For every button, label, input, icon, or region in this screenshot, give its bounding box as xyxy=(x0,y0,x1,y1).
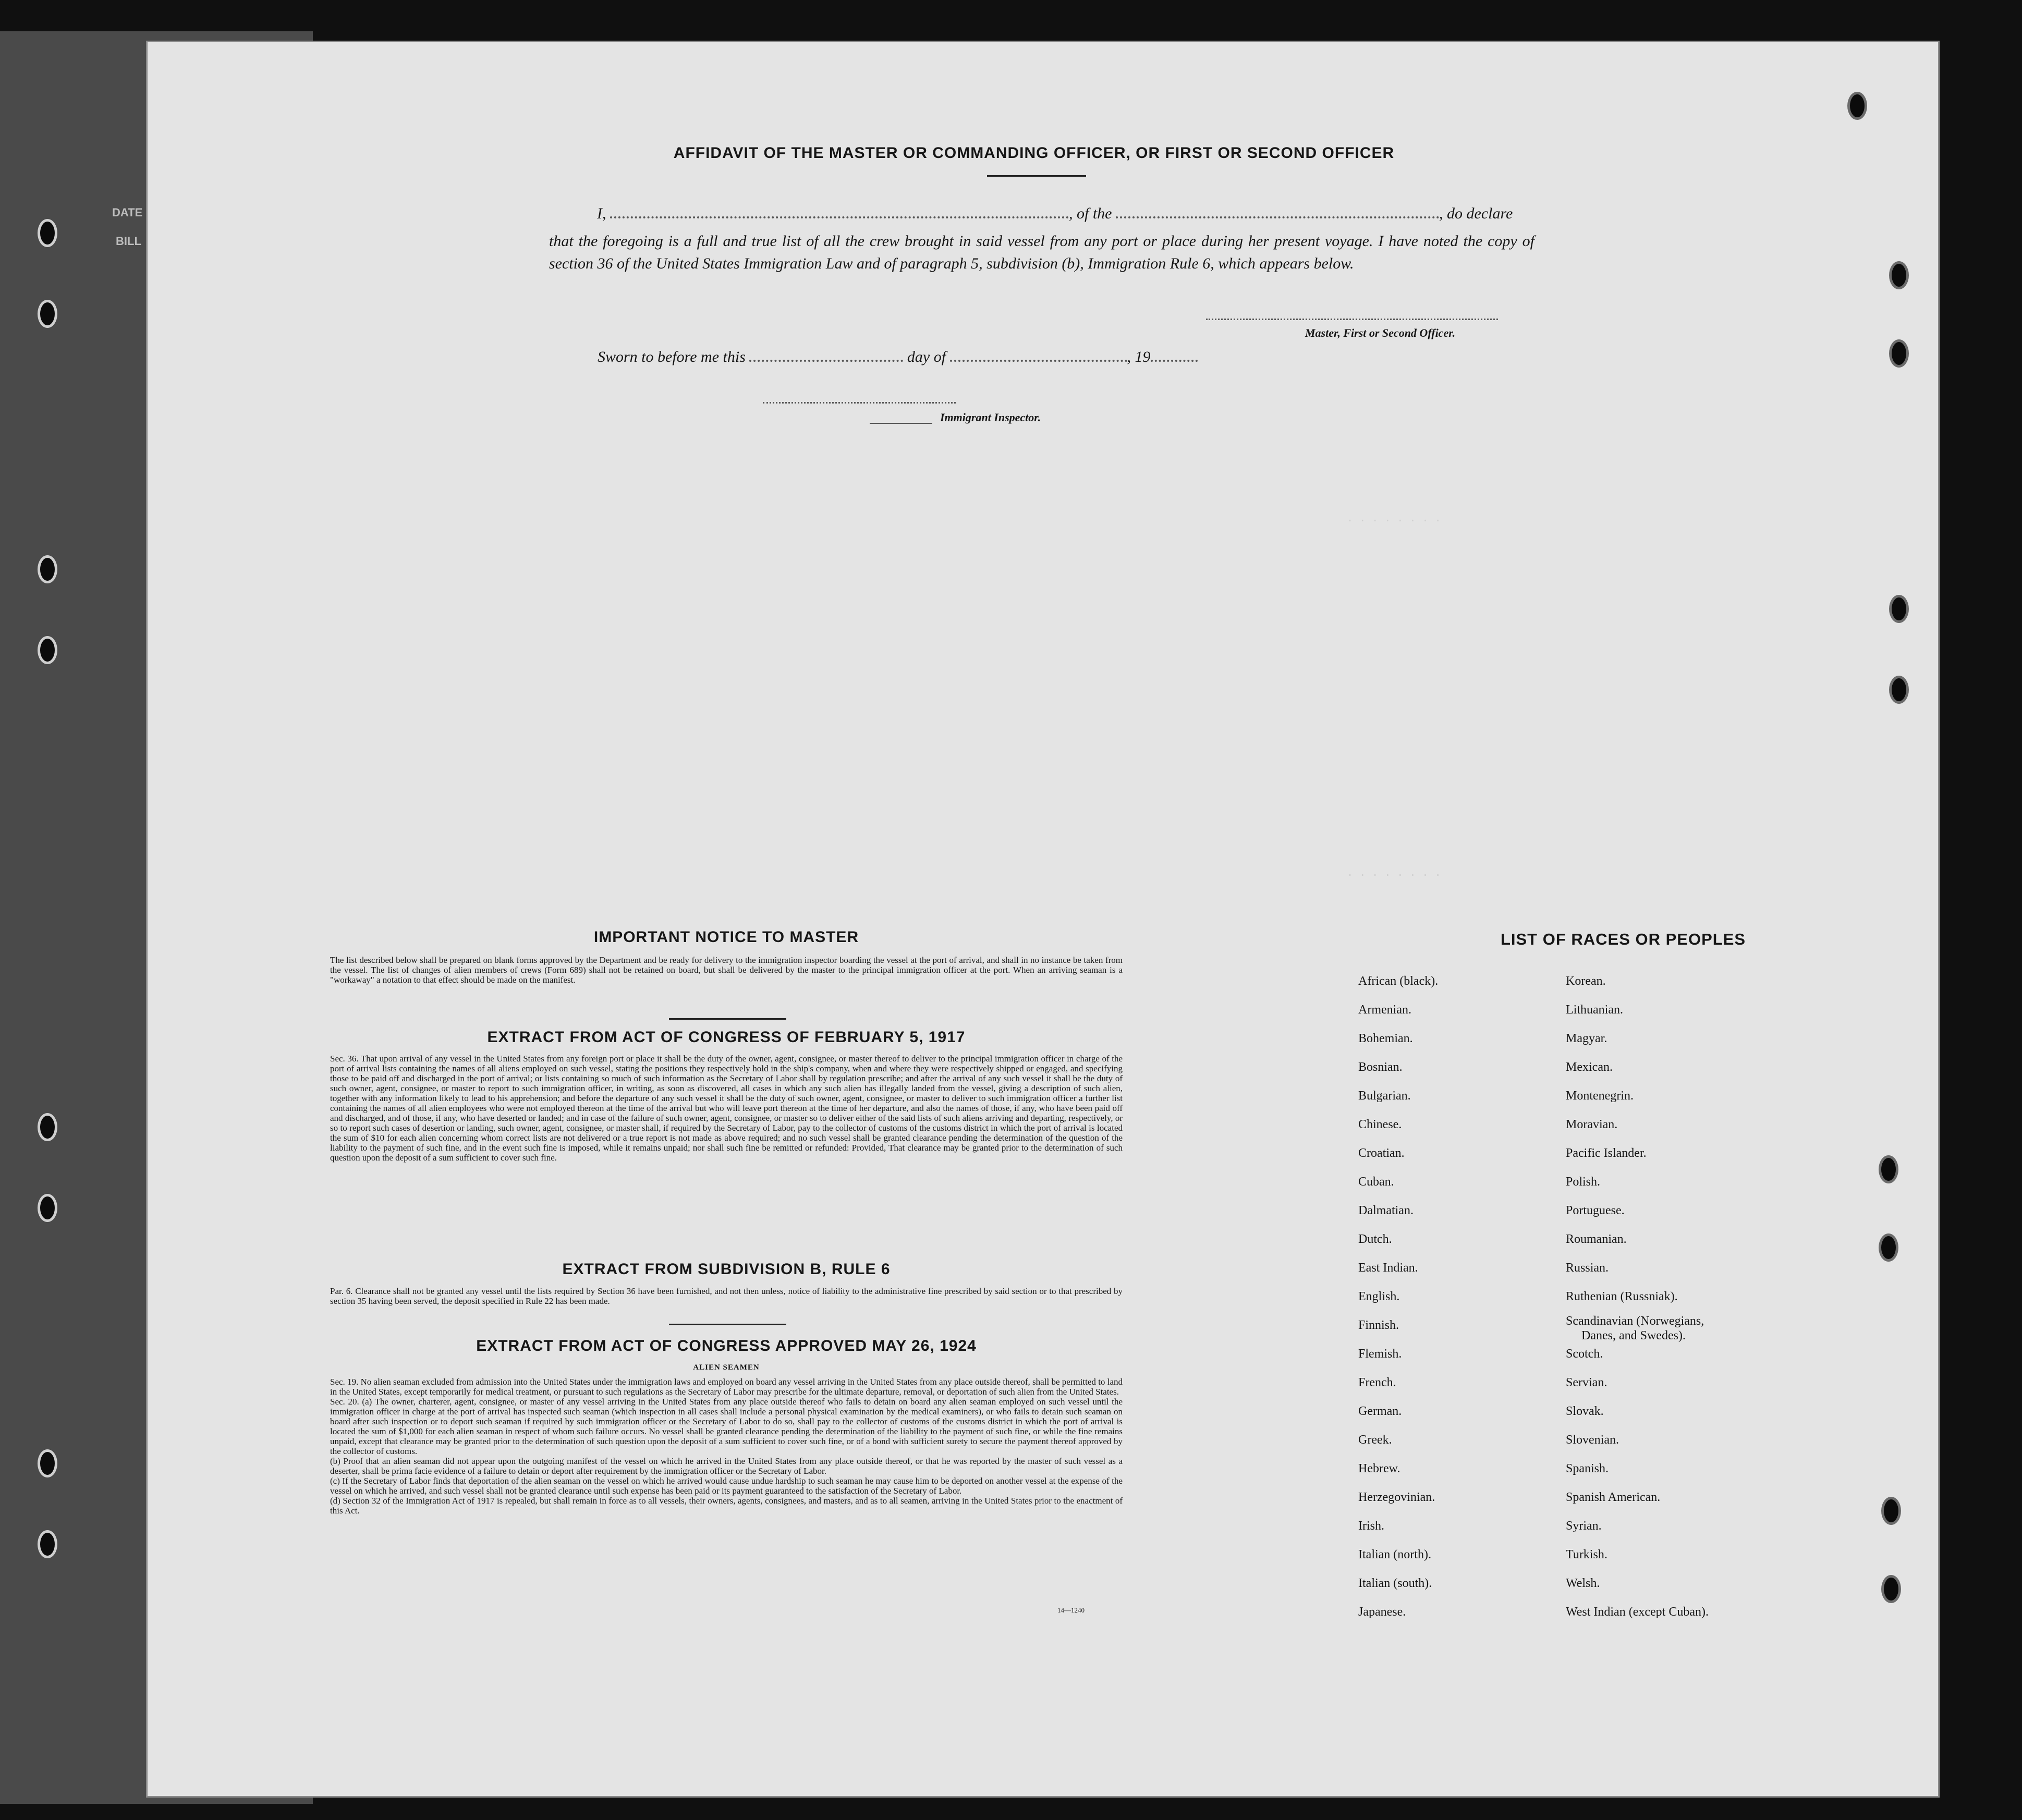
race-item: Croatian. xyxy=(1358,1146,1405,1160)
binder-hole-icon xyxy=(38,1530,57,1558)
race-item: Servian. xyxy=(1566,1376,1607,1389)
binder-hole-icon xyxy=(1889,676,1909,704)
binder-hole-icon xyxy=(1879,1155,1898,1183)
extract-1924-title: EXTRACT FROM ACT OF CONGRESS APPROVED MAY 26, 1924 xyxy=(476,1337,977,1354)
extract-rule6-title: EXTRACT FROM SUBDIVISION B, RULE 6 xyxy=(562,1261,891,1278)
race-item: Flemish. xyxy=(1358,1347,1402,1361)
affidavit-title: AFFIDAVIT OF THE MASTER OR COMMANDING OFFICER, OR FIRST OR SECOND OFFICER xyxy=(673,144,1395,162)
binder-hole-icon xyxy=(38,219,57,247)
notice-text: The list described below shall be prepared on blank forms approved by the Department and be ready for delivery to the immigration inspector boarding the vessel at the port of arrival, and shall in no instance be taken from the vessel. The list of changes of alien members of crews (Form 689) shall not be retained on board, but shall be delivered by the master to the principal immigration officer at the port. When an arriving seaman is a "workaway" a notation to that effect should be made on the manifest. xyxy=(330,955,1123,985)
race-item: Hebrew. xyxy=(1358,1462,1400,1475)
race-item: Chinese. xyxy=(1358,1118,1402,1131)
extract-1917-title: EXTRACT FROM ACT OF CONGRESS OF FEBRUARY 5, 1917 xyxy=(487,1029,966,1046)
sworn-line: Sworn to before me this day of , 19 xyxy=(598,348,1198,366)
form-number: 14—1240 xyxy=(1057,1606,1085,1614)
rule6-divider xyxy=(669,1324,786,1325)
extract-rule6-text: Par. 6. Clearance shall not be granted any vessel until the lists required by Section 36 have been furnished, and not then unless, notice of liability to the administrative fine prescribed by said section or to that prescribed by section 35 having been served, the deposit specified in Rule 22 has been made. xyxy=(330,1286,1123,1306)
race-item: German. xyxy=(1358,1404,1402,1418)
race-item: Turkish. xyxy=(1566,1548,1607,1561)
binder-hole-icon xyxy=(1889,261,1909,289)
race-item: French. xyxy=(1358,1376,1396,1389)
manifest-page: . . . . . . . . . . . . . . . . AFFIDAVIT OF THE MASTER OR COMMANDING OFFICER, OR FIRST OR SECOND OFFICER I, , of the , do declare that the foregoing is a full and true list of all the crew brought in said vessel from any port or place during her present voyage. I have noted the copy of section 36 of the United States Immigration Law and of paragraph 5, subdivision (b), Immigration Rule 6, which appears below. Master, First or Second Officer. Sworn to before me this day of , 19 Immigrant Inspector. IMPORTANT NOTICE TO MASTER The list described below shall be prepared on blank forms approved by the Department and be ready for delivery to the immigration inspector boarding the vessel at the port of arrival, and shall in no instance be taken from the vessel. The list of changes of alien members of crews (Form 689) shall not be retained on board, but shall be delivered by the master to the principal immigration officer at the port. When an arriving seaman is a "workaway" a notation to that effect should be made on the manifest. EXTRACT FROM ACT OF CONGRESS OF FEBRUARY 5, 1917 Sec. 36. That upon arrival of any vessel in the United States from any foreign port or place it shall be the duty of the owner, agent, consignee, or master thereof to deliver to the principal immigration officer in charge of the port of arrival lists containing the names of all aliens employed on such vessel, stating the positions they respectively hold in the ship's company, when and where they were respectively shipped or engaged, and specifying those to be paid off and discharged in the port of arrival; or lists containing so much of such information as the Secretary of Labor shall by regulation prescribe; and after the arrival of any such vessel it shall be the duty of such owner, agent, consignee, or master to report to such immigration officer, in writing, as soon as discovered, all cases in which any such alien has illegally landed from the vessel, giving a description of such alien, together with any information likely to lead to his apprehension; and before the departure of any such vessel it shall be the duty of such owner, agent, consignee, or master to deliver to such immigration officer a further list containing the names of all alien employees who were not employed thereon at the time of the arrival but who will leave port thereon at the time of her departure, and also the names of those, if any, who have been paid off and discharged, and of those, if any, who have deserted or landed; and in case of the failure of such owner, agent, consignee, or master so to deliver either of the said lists of such aliens arriving and departing, respectively, or so to report such cases of desertion or landing, such owner, agent, consignee, or master shall, if required by the Secretary of Labor, pay to the collector of customs of the customs district in which the port of arrival is located the sum of $10 for each alien concerning whom correct lists are not delivered or a true report is not made as above required; and no such vessel shall be granted clearance pending the determination of the question of the liability to the payment of such fine, and in the event such fine is imposed, while it remains unpaid; nor shall such fine be remitted or refunded: Provided, That clearance may be granted prior to the determination of such question upon the deposit of a sum sufficient to cover such fine. EXTRACT FROM SUBDIVISION B, RULE 6 Par. 6. Clearance shall not be granted any vessel until the lists required by Section 36 have been furnished, and not then unless, notice of liability to the administrative fine prescribed by said section or to that prescribed by section 35 having been served, the deposit specified in Rule 22 has been made. EXTRACT FROM ACT OF CONGRESS APPROVED MAY 26, 1924 ALIEN SEAMEN Sec. 19. No alien seaman excluded from admission into the United States under the immigration laws and employed on board any vessel arriving in the United States from any place outside thereof, shall be permitted to land in the United States, except temporarily for medical treatment, or pursuant to such regulations as the Secretary of Labor may prescribe for the ultimate departure, removal, or deportation of such alien from the United States. Sec. 20. (a) The owner, charterer, agent, consignee, or master of any vessel arriving in the United States from any place outside thereof who fails to detain on board any alien seaman employed on such vessel until the immigration officer in charge at the port of arrival has inspected such seaman (which inspection in all cases shall include a personal physical examination by the medical examiners), or who fails to detain such seaman on board after such inspection or to deport such seaman if required by such immigration officer or the Secretary of Labor to do so, shall pay to the collector of customs of the customs district in which the port of arrival is located the sum of $1,000 for each alien seaman in respect of whom such failure occurs. No vessel shall be granted clearance pending the determination of the liability to the payment of such fine, or while the fine remains unpaid, except that clearance may be granted prior to the determination of such question upon the deposit of a sum sufficient to cover such fine, or of a bond with sufficient surety to secure the payment thereof approved by the collector of customs. (b) Proof that an alien seaman did not appear upon the outgoing manifest of the vessel on which he arrived in the United States from any place outside thereof, or that he was reported by the master of such vessel as a deserter, shall be prima facie evidence of a failure to detain or deport after requirement by the immigration officer or the Secretary of Labor. (c) If the Secretary of Labor finds that deportation of the alien seaman on the vessel on which he arrived would cause undue hardship to such seaman he may cause him to be deported on another vessel at the expense of the vessel on which he arrived, and such vessel shall not be granted clearance until such expense has been paid or its payment guaranteed to the satisfaction of the Secretary of Labor. (d) Section 32 of the Immigration Act of 1917 is repealed, but shall remain in force as to all vessels, their owners, agents, consignees, and masters, and as to all seamen, arriving in the United States prior to the enactment of this Act. 14—1240 LIST OF RACES OR PEOPLES African (black). Armenian. Bohemian. Bosnian. Bulgarian. Chinese. Croatian. Cuban. Dalmatian. Dutch. East Indian. English. Finnish. Flemish. French. German. Greek. Hebrew. Herzegovinian. Irish. Italian (north). Italian (south). Japanese. Korean. Lithuanian. Magyar. Mexican. Montenegrin. Moravian. Pacific Islander. Polish. Portuguese. Roumanian. Russian. Ruthenian (Russniak). Scandinavian (Norwegians, Danes, and Swedes). Scotch. Servian. Slovak. Slovenian. Spanish. Spanish American. Syrian. Turkish. Welsh. West Indian (except Cuban). xyxy=(146,41,1940,1798)
title-divider xyxy=(987,175,1086,177)
race-item: West Indian (except Cuban). xyxy=(1566,1605,1709,1619)
race-item: Armenian. xyxy=(1358,1003,1411,1017)
margin-bill-label: BILL xyxy=(116,235,141,248)
race-item: Mexican. xyxy=(1566,1060,1613,1074)
binder-hole-icon xyxy=(38,555,57,583)
race-item-continuation: Danes, and Swedes). xyxy=(1581,1329,1686,1342)
race-item: Welsh. xyxy=(1566,1577,1600,1590)
race-item: Polish. xyxy=(1566,1175,1601,1189)
race-item: Japanese. xyxy=(1358,1605,1406,1619)
margin-date-label: DATE xyxy=(112,206,143,219)
race-item: Scandinavian (Norwegians, xyxy=(1566,1314,1704,1328)
race-item: Montenegrin. xyxy=(1566,1089,1634,1103)
sec20d-text: (d) Section 32 of the Immigration Act of 1917 is repealed, but shall remain in force as to all vessels, their owners, agents, consignees, and masters, and as to all seamen, arriving in the United States prior to the enactment of this Act. xyxy=(330,1496,1123,1516)
race-item: Bohemian. xyxy=(1358,1032,1413,1045)
race-item: Moravian. xyxy=(1566,1118,1618,1131)
binder-hole-icon xyxy=(1881,1497,1901,1525)
race-item: Korean. xyxy=(1566,974,1606,988)
race-item: Irish. xyxy=(1358,1519,1384,1533)
race-item: Lithuanian. xyxy=(1566,1003,1623,1017)
race-item: Magyar. xyxy=(1566,1032,1607,1045)
race-item: Russian. xyxy=(1566,1261,1609,1275)
race-item: Dutch. xyxy=(1358,1232,1392,1246)
race-item: Scotch. xyxy=(1566,1347,1603,1361)
binder-hole-icon xyxy=(38,1113,57,1141)
binder-hole-icon xyxy=(1847,92,1867,120)
sec19-text: Sec. 19. No alien seaman excluded from admission into the United States under the immigration laws and employed on board any vessel arriving in the United States from any place outside thereof, shall be permitted to land in the United States, except temporarily for medical treatment, or pursuant to such regulations as the Secretary of Labor may prescribe for the ultimate departure, removal, or deportation of such alien from the United States. xyxy=(330,1377,1123,1397)
inspector-signature-line xyxy=(763,402,956,404)
declaration-line: I, , of the , do declare xyxy=(597,205,1513,222)
declaration-body: that the foregoing is a full and true list of all the crew brought in said vessel from any port or place during her present voyage. I have noted the copy of section 36 of the United States Immigration Law and of paragraph 5, subdivision (b), Immigration Rule 6, which appears below. xyxy=(549,233,1534,272)
race-item: Spanish. xyxy=(1566,1462,1609,1475)
race-item: English. xyxy=(1358,1290,1400,1303)
sec20b-text: (b) Proof that an alien seaman did not appear upon the outgoing manifest of the vessel on which he arrived in the United States from any place outside thereof, or that he was reported by the master of such vessel as a deserter, shall be prima facie evidence of a failure to detain or deport after requirement by the immigration officer or the Secretary of Labor. xyxy=(330,1456,1123,1476)
binder-hole-icon xyxy=(1879,1233,1898,1262)
race-item: Ruthenian (Russniak). xyxy=(1566,1290,1678,1303)
signature-label: Master, First or Second Officer. xyxy=(1305,326,1456,339)
binder-hole-icon xyxy=(38,636,57,664)
inspector-label: Immigrant Inspector. xyxy=(940,411,1041,424)
race-item: Cuban. xyxy=(1358,1175,1394,1189)
race-item: Bosnian. xyxy=(1358,1060,1403,1074)
race-item: Dalmatian. xyxy=(1358,1204,1414,1217)
race-item: Portuguese. xyxy=(1566,1204,1625,1217)
race-item: Italian (south). xyxy=(1358,1577,1432,1590)
alien-seamen-subtitle: ALIEN SEAMEN xyxy=(693,1363,760,1372)
race-item: Pacific Islander. xyxy=(1566,1146,1647,1160)
signature-line xyxy=(1206,319,1498,320)
binder-hole-icon xyxy=(1889,595,1909,623)
race-item: Italian (north). xyxy=(1358,1548,1431,1561)
binder-hole-icon xyxy=(38,1449,57,1477)
binder-hole-icon xyxy=(38,1194,57,1222)
notice-divider xyxy=(669,1018,786,1020)
race-item: Slovak. xyxy=(1566,1404,1604,1418)
race-item: Spanish American. xyxy=(1566,1491,1661,1504)
extract-1924-body xyxy=(330,1377,1123,1516)
race-item: East Indian. xyxy=(1358,1261,1418,1275)
binder-hole-icon xyxy=(1881,1575,1901,1603)
race-item: Greek. xyxy=(1358,1433,1392,1447)
notice-title: IMPORTANT NOTICE TO MASTER xyxy=(593,929,859,946)
sec20a-text: Sec. 20. (a) The owner, charterer, agent, consignee, or master of any vessel arriving in the United States from any place outside thereof who fails to detain on board any alien seaman employed on such vessel until the immigration officer in charge at the port of arrival has inspected such seaman (which inspection in all cases shall include a personal physical examination by the medical examiners), or who fails to detain such seaman on board after such inspection or to deport such seaman if required by such immigration officer or the Secretary of Labor to do so, shall pay to the collector of customs of the customs district in which the port of arrival is located the sum of $1,000 for each alien seaman in respect of whom such failure occurs. No vessel shall be granted clearance pending the determination of the liability to the payment of such fine, or while the fine remains unpaid, except that clearance may be granted prior to the determination of such question upon the deposit of a sum sufficient to cover such fine, or of a bond with sufficient surety to secure the payment thereof approved by the collector of customs. xyxy=(330,1397,1123,1456)
binder-hole-icon xyxy=(38,300,57,328)
race-item: Herzegovinian. xyxy=(1358,1491,1435,1504)
race-item: Syrian. xyxy=(1566,1519,1602,1533)
race-item: Finnish. xyxy=(1358,1318,1399,1332)
race-item: African (black). xyxy=(1358,974,1439,988)
race-item: Bulgarian. xyxy=(1358,1089,1411,1103)
race-item: Roumanian. xyxy=(1566,1232,1627,1246)
sec20c-text: (c) If the Secretary of Labor finds that deportation of the alien seaman on the vessel on which he arrived would cause undue hardship to such seaman he may cause him to be deported on another vessel at the expense of the vessel on which he arrived, and such vessel shall not be granted clearance until such expense has been paid or its payment guaranteed to the satisfaction of the Secretary of Labor. xyxy=(330,1476,1123,1496)
races-title: LIST OF RACES OR PEOPLES xyxy=(1500,930,1746,948)
race-item: Slovenian. xyxy=(1566,1433,1619,1447)
binder-hole-icon xyxy=(1889,339,1909,368)
extract-1917-text: Sec. 36. That upon arrival of any vessel in the United States from any foreign port or place it shall be the duty of the owner, agent, consignee, or master thereof to deliver to the principal immigration officer in charge of the port of arrival lists containing the names of all aliens employed on such vessel, stating the positions they respectively hold in the ship's company, when and where they were respectively shipped or engaged, and specifying those to be paid off and discharged in the port of arrival; or lists containing so much of such information as the Secretary of Labor shall by regulation prescribe; and after the arrival of any such vessel it shall be the duty of such owner, agent, consignee, or master to report to such immigration officer, in writing, as soon as discovered, all cases in which any such alien has illegally landed from the vessel, giving a description of such alien, together with any information likely to lead to his apprehension; and before the departure of any such vessel it shall be the duty of such owner, agent, consignee, or master to deliver to such immigration officer a further list containing the names of all alien employees who were not employed thereon at the time of the arrival but who will leave port thereon at the time of her departure, and also the names of those, if any, who have been paid off and discharged, and of those, if any, who have deserted or landed; and in case of the failure of such owner, agent, consignee, or master so to deliver either of the said lists of such aliens arriving and departing, respectively, or so to report such cases of desertion or landing, such owner, agent, consignee, or master shall, if required by the Secretary of Labor, pay to the collector of customs of the customs district in which the port of arrival is located the sum of $10 for each alien concerning whom correct lists are not delivered or a true report is not made as above required; and no such vessel shall be granted clearance pending the determination of the question of the liability to the payment of such fine, and in the event such fine is imposed, while it remains unpaid; nor shall such fine be remitted or refunded: Provided, That clearance may be granted prior to the determination of such question upon the deposit of a sum sufficient to cover such fine. xyxy=(330,1054,1123,1163)
